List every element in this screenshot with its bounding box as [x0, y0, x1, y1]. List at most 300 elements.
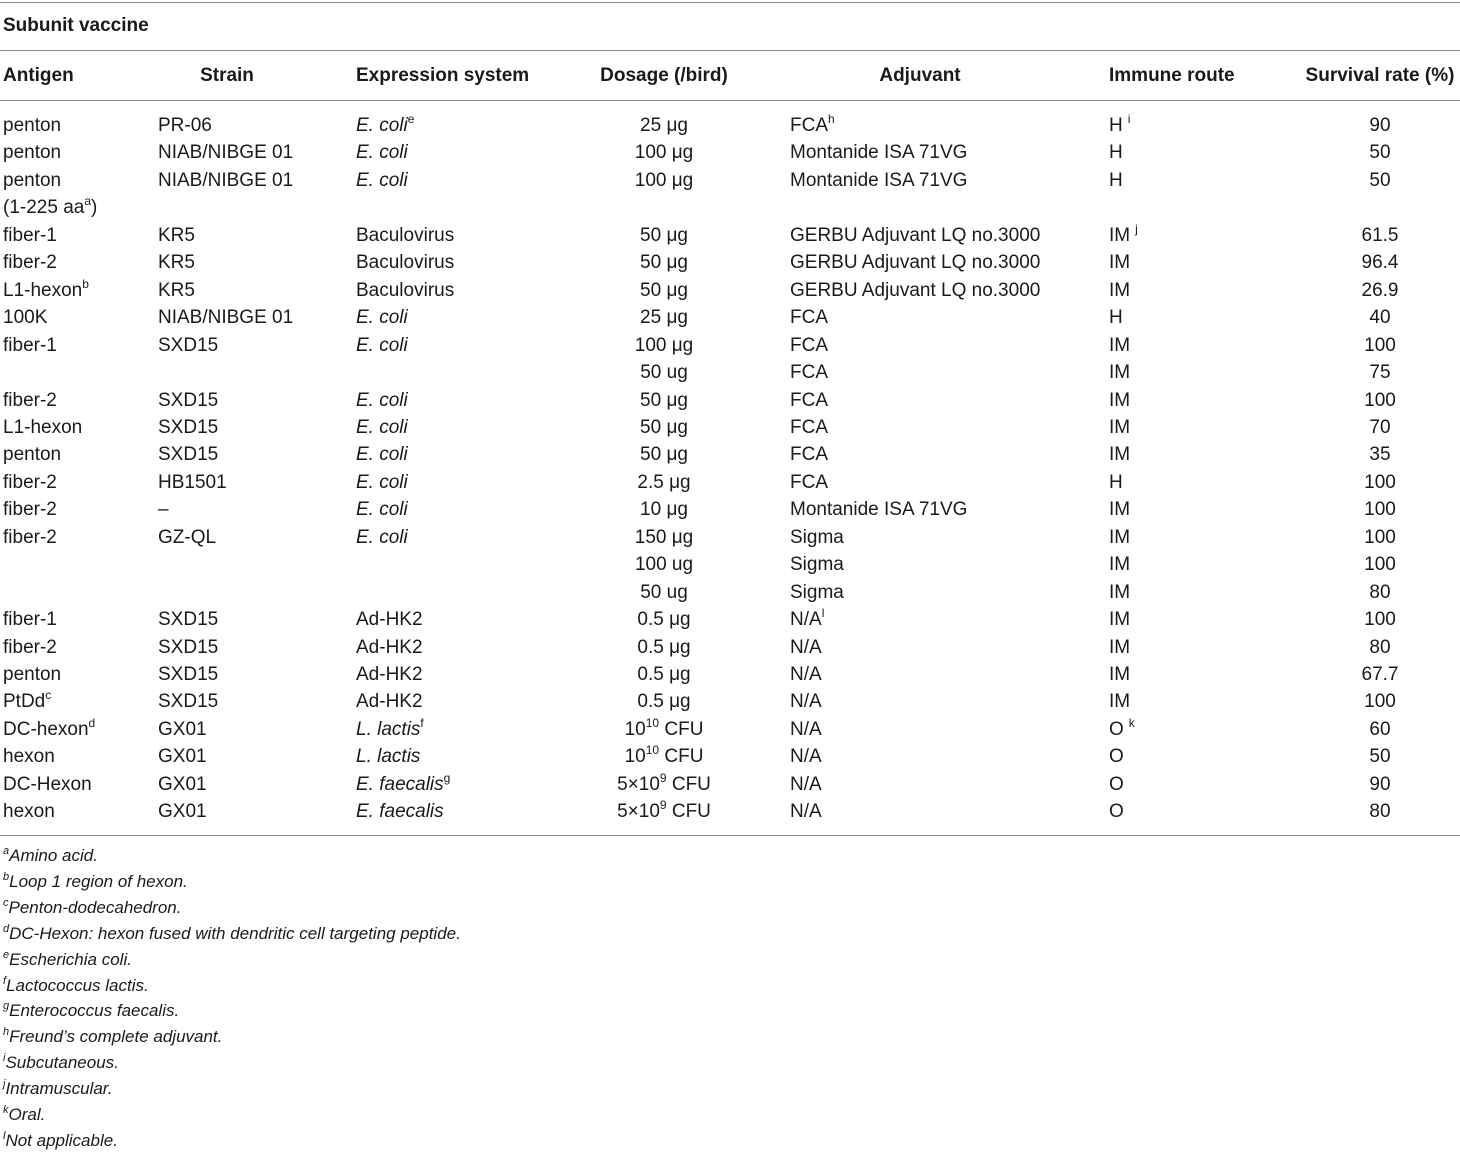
table-row: [0, 167, 1460, 194]
antigen-text: L1-hexon: [3, 279, 83, 301]
cell-expression: [356, 441, 408, 468]
cell-survival: 67.7: [1361, 664, 1399, 685]
dosage-base: 5×10: [617, 801, 660, 823]
adjuvant-text: N/A: [790, 773, 822, 795]
cell-antigen: [3, 332, 57, 359]
cell-dosage: [635, 551, 693, 578]
expression-text: Ad-HK2: [356, 691, 423, 713]
cell-survival: 100: [1364, 471, 1396, 493]
expression-text: Ad-HK2: [356, 609, 423, 631]
cell-expression: [356, 524, 408, 551]
cell-route: [1109, 661, 1130, 688]
cell-dosage: [617, 771, 711, 798]
cell-survival: 50: [1369, 142, 1391, 164]
cell-route: [1109, 167, 1123, 194]
dosage-text: 50 ug: [640, 581, 688, 603]
footnote-mark: i: [3, 1052, 6, 1065]
adjuvant-text: Montanide ISA 71VG: [790, 169, 968, 191]
antigen-text: fiber-1: [3, 224, 57, 246]
cell-antigen: [3, 524, 57, 551]
footnote-mark: h: [3, 1026, 10, 1039]
cell-dosage: [640, 441, 688, 468]
cell-strain: GX01: [158, 718, 207, 740]
footnote-mark: g: [3, 1000, 10, 1013]
expression-text: Ad-HK2: [356, 636, 423, 658]
cell-dosage: [625, 743, 704, 770]
table-row: [0, 249, 1460, 276]
table-row: [0, 304, 1460, 331]
expression-text: E. coli: [356, 389, 408, 411]
dosage-text: 0.5 μg: [637, 664, 691, 685]
cell-adjuvant: [790, 277, 1040, 304]
adjuvant-text: GERBU Adjuvant LQ no.3000: [790, 252, 1041, 274]
cell-expression: [356, 469, 408, 496]
cell-adjuvant: [790, 359, 828, 386]
footnote: [3, 1052, 119, 1074]
route-text: H: [1109, 142, 1123, 164]
footnote-mark: l: [821, 606, 825, 621]
cell-route: [1109, 277, 1130, 304]
cell-adjuvant: [790, 222, 1040, 249]
cell-antigen: [3, 743, 55, 770]
footnote: [3, 871, 188, 893]
header-antigen: Antigen: [3, 65, 74, 86]
cell-dosage: [617, 798, 711, 825]
dosage-exponent: 9: [659, 770, 667, 785]
cell-expression: [356, 112, 414, 139]
cell-expression: [356, 606, 423, 633]
cell-expression: [356, 332, 408, 359]
cell-strain: –: [158, 499, 169, 521]
cell-route: [1109, 798, 1124, 825]
cell-survival: 90: [1369, 115, 1391, 136]
header-strain: Strain: [200, 65, 254, 86]
footnote-text: Enterococcus faecalis.: [9, 1001, 180, 1021]
table-bottom-rule: [0, 835, 1460, 836]
cell-survival: 70: [1369, 416, 1391, 438]
cell-strain: GX01: [158, 746, 207, 768]
cell-survival: 80: [1369, 581, 1391, 603]
footnote-text: DC-Hexon: hexon fused with dendritic cell targeting peptide.: [9, 923, 461, 943]
expression-text: E. faecalis: [356, 801, 444, 823]
cell-strain: GX01: [158, 801, 207, 823]
adjuvant-text: N/A: [790, 664, 822, 685]
cell-expression: [356, 139, 408, 166]
route-text: O: [1109, 801, 1124, 823]
dosage-base: 10: [624, 718, 646, 740]
cell-route: [1109, 414, 1130, 441]
cell-dosage: [640, 387, 688, 414]
cell-dosage: [640, 222, 688, 249]
cell-survival: 90: [1369, 773, 1391, 795]
cell-dosage: [640, 249, 688, 276]
header-adjuvant: Adjuvant: [879, 65, 961, 86]
cell-route: [1109, 606, 1130, 633]
cell-dosage: [637, 606, 690, 633]
expression-text: E. coli: [356, 334, 408, 356]
footnote-mark: b: [3, 870, 10, 883]
route-text: O: [1109, 746, 1124, 768]
cell-strain: SXD15: [158, 691, 219, 713]
cell-expression: [356, 798, 444, 825]
table-row: [0, 743, 1460, 770]
cell-adjuvant: [790, 606, 824, 633]
route-text: IM: [1109, 609, 1131, 631]
cell-survival: 80: [1369, 801, 1391, 823]
footnote-text: Intramuscular.: [5, 1079, 113, 1099]
dosage-text: 25 μg: [640, 115, 688, 136]
adjuvant-text: FCA: [790, 307, 828, 329]
footnote: [3, 1000, 179, 1022]
expression-text: E. coli: [356, 142, 408, 164]
cell-dosage: [640, 496, 688, 523]
footnote: [3, 845, 98, 867]
cell-expression: [356, 249, 454, 276]
footnote-mark: e: [3, 948, 10, 961]
cell-adjuvant: [790, 798, 822, 825]
cell-adjuvant: [790, 688, 822, 715]
cell-strain: SXD15: [158, 444, 219, 466]
antigen-text: hexon: [3, 746, 55, 768]
cell-adjuvant: [790, 414, 828, 441]
adjuvant-text: FCA: [790, 389, 828, 411]
cell-expression: [356, 277, 454, 304]
cell-strain: SXD15: [158, 416, 219, 438]
cell-adjuvant: [790, 387, 828, 414]
adjuvant-text: N/A: [790, 801, 822, 823]
dosage-exponent: 10: [645, 715, 660, 730]
dosage-text: 50 μg: [640, 444, 688, 466]
footnote-mark: c: [45, 688, 52, 703]
table-row: [0, 332, 1460, 359]
dosage-text: 100 μg: [634, 142, 694, 164]
antigen-text: penton: [3, 444, 62, 466]
antigen-text: DC-Hexon: [3, 773, 92, 795]
cell-dosage: [640, 579, 688, 606]
expression-text: E. coli: [356, 307, 408, 329]
adjuvant-text: N/A: [790, 609, 822, 631]
cell-survival: 100: [1364, 526, 1396, 548]
table-row: [0, 798, 1460, 825]
expression-text: Baculovirus: [356, 279, 455, 301]
dosage-base: 5×10: [617, 773, 660, 795]
dosage-text: 50 μg: [640, 224, 688, 246]
dosage-text: 0.5 μg: [637, 691, 691, 713]
adjuvant-text: Montanide ISA 71VG: [790, 142, 968, 164]
antigen-text: hexon: [3, 801, 55, 823]
route-text: H: [1109, 471, 1123, 493]
footnote-text: Amino acid.: [9, 846, 98, 865]
table-row: [0, 771, 1460, 798]
footnote: [3, 949, 132, 971]
cell-survival: 50: [1369, 746, 1391, 768]
footnote-text: Loop 1 region of hexon.: [9, 871, 188, 891]
cell-strain: KR5: [158, 279, 195, 301]
footnote: [3, 1026, 222, 1048]
header-survival: Survival rate (%): [1305, 65, 1455, 86]
cell-antigen: [3, 606, 57, 633]
table-row: [0, 606, 1460, 633]
route-text: H: [1109, 307, 1123, 329]
dosage-exponent: 9: [659, 798, 667, 813]
cell-dosage: [640, 414, 688, 441]
dosage-text: 25 μg: [640, 307, 688, 329]
adjuvant-text: N/A: [790, 691, 822, 713]
adjuvant-text: FCA: [790, 416, 828, 438]
antigen-text: penton: [3, 115, 62, 136]
cell-dosage: [640, 277, 688, 304]
table-row: [0, 194, 1460, 221]
expression-text: E. faecalis: [356, 773, 444, 795]
dosage-text: 0.5 μg: [637, 636, 691, 658]
expression-text: E. coli: [356, 416, 408, 438]
expression-text: Baculovirus: [356, 252, 455, 274]
cell-adjuvant: [790, 139, 967, 166]
cell-antigen: [3, 304, 47, 331]
header-rule: [0, 100, 1460, 101]
cell-adjuvant: [790, 496, 967, 523]
table-row: [0, 524, 1460, 551]
table-row: [0, 277, 1460, 304]
footnote-mark: d: [88, 715, 96, 730]
antigen-text: fiber-2: [3, 389, 57, 411]
route-text: H: [1109, 115, 1123, 136]
cell-antigen: [3, 634, 57, 661]
dosage-text: CFU: [659, 746, 704, 768]
antigen-text: fiber-2: [3, 499, 57, 521]
cell-expression: [356, 634, 423, 661]
footnote-text: Freund’s complete adjuvant.: [9, 1027, 223, 1047]
expression-text: L. lactis: [356, 746, 421, 768]
antigen-text: fiber-2: [3, 252, 57, 274]
cell-strain: NIAB/NIBGE 01: [158, 307, 294, 329]
cell-expression: [356, 387, 408, 414]
table-row: [0, 634, 1460, 661]
dosage-exponent: 10: [645, 743, 660, 758]
dosage-base: 10: [624, 746, 646, 768]
dosage-text: 0.5 μg: [637, 609, 691, 631]
adjuvant-text: FCA: [790, 115, 828, 136]
cell-route: [1109, 551, 1130, 578]
route-text: IM: [1109, 334, 1131, 356]
cell-adjuvant: [790, 112, 835, 139]
cell-survival: 61.5: [1361, 224, 1399, 246]
header-dosage: Dosage (/bird): [600, 65, 728, 86]
cell-survival: 100: [1364, 389, 1396, 411]
cell-route: [1109, 441, 1130, 468]
adjuvant-text: N/A: [790, 746, 822, 768]
table-row: [0, 112, 1460, 139]
antigen-suffix: ): [91, 197, 98, 219]
table-row: [0, 359, 1460, 386]
cell-survival: 96.4: [1361, 252, 1399, 274]
table-row: [0, 716, 1460, 743]
dosage-text: 100 μg: [634, 169, 694, 191]
table-row: [0, 661, 1460, 688]
cell-adjuvant: [790, 579, 844, 606]
table-row: [0, 551, 1460, 578]
cell-adjuvant: [790, 304, 828, 331]
footnote-mark: e: [407, 112, 415, 126]
table-top-rule: [0, 2, 1460, 3]
route-text: IM: [1109, 636, 1131, 658]
antigen-text: DC-hexon: [3, 718, 89, 740]
cell-adjuvant: [790, 249, 1040, 276]
dosage-text: 2.5 μg: [637, 471, 691, 493]
cell-route: [1109, 222, 1138, 249]
cell-adjuvant: [790, 551, 844, 578]
cell-route: [1109, 771, 1124, 798]
expression-text: E. coli: [356, 526, 408, 548]
route-text: IM: [1109, 664, 1131, 685]
dosage-text: CFU: [659, 718, 704, 740]
cell-antigen: [3, 688, 51, 715]
cell-route: [1109, 634, 1130, 661]
dosage-text: 100 ug: [634, 554, 694, 576]
table-row: [0, 469, 1460, 496]
dosage-text: 50 μg: [640, 252, 688, 274]
footnote-mark: f: [3, 974, 7, 987]
cell-survival: 60: [1369, 718, 1391, 740]
cell-strain: SXD15: [158, 636, 219, 658]
cell-dosage: [635, 139, 694, 166]
adjuvant-text: N/A: [790, 718, 822, 740]
dosage-text: 50 ug: [640, 362, 688, 384]
cell-route: [1109, 359, 1130, 386]
expression-text: L. lactis: [356, 718, 421, 740]
route-text: IM: [1109, 581, 1131, 603]
cell-expression: [356, 304, 408, 331]
cell-strain: GZ-QL: [158, 526, 217, 548]
cell-expression: [356, 688, 423, 715]
cell-route: [1109, 387, 1130, 414]
route-text: IM: [1109, 444, 1131, 466]
table-row: [0, 222, 1460, 249]
cell-antigen: [3, 469, 57, 496]
cell-dosage: [635, 167, 694, 194]
route-text: IM: [1109, 691, 1131, 713]
cell-strain: NIAB/NIBGE 01: [158, 169, 294, 191]
antigen-text: penton: [3, 664, 62, 685]
cell-route: [1109, 112, 1130, 139]
expression-text: E. coli: [356, 169, 408, 191]
cell-antigen: [3, 716, 95, 743]
expression-text: E. coli: [356, 471, 408, 493]
footnote: [3, 1104, 45, 1126]
route-text: O: [1109, 718, 1124, 740]
cell-survival: 80: [1369, 636, 1391, 658]
cell-adjuvant: [790, 167, 967, 194]
footnote-mark: g: [443, 770, 451, 785]
cell-survival: 35: [1369, 444, 1391, 466]
cell-strain: SXD15: [158, 334, 219, 356]
table-row: [0, 496, 1460, 523]
header-expression: Expression system: [356, 65, 530, 86]
cell-adjuvant: [790, 661, 822, 688]
dosage-text: 50 μg: [640, 416, 688, 438]
adjuvant-text: Montanide ISA 71VG: [790, 499, 968, 521]
cell-strain: KR5: [158, 224, 195, 246]
dosage-text: CFU: [666, 801, 711, 823]
cell-antigen: [3, 139, 61, 166]
cell-survival: 40: [1369, 307, 1391, 329]
cell-antigen: [3, 771, 92, 798]
antigen-text: penton: [3, 142, 62, 164]
antigen-text: fiber-2: [3, 636, 57, 658]
footnote: [3, 897, 181, 919]
dosage-text: CFU: [666, 773, 711, 795]
cell-dosage: [637, 661, 690, 688]
route-text: IM: [1109, 389, 1131, 411]
footnote: [3, 1078, 113, 1100]
cell-adjuvant: [790, 441, 828, 468]
footnote: [3, 923, 461, 945]
cell-adjuvant: [790, 332, 828, 359]
antigen-text: fiber-2: [3, 526, 57, 548]
cell-survival: 100: [1364, 334, 1396, 356]
cell-adjuvant: [790, 524, 844, 551]
adjuvant-text: FCA: [790, 334, 828, 356]
cell-strain: SXD15: [158, 664, 219, 685]
footnote-mark: f: [420, 715, 424, 730]
adjuvant-text: Sigma: [790, 554, 844, 576]
antigen-text: L1-hexon: [3, 416, 83, 438]
cell-adjuvant: [790, 716, 822, 743]
cell-antigen: [3, 222, 57, 249]
route-text: IM: [1109, 526, 1131, 548]
expression-text: E. coli: [356, 444, 408, 466]
adjuvant-text: Sigma: [790, 526, 844, 548]
antigen-text: penton: [3, 169, 62, 191]
cell-expression: [356, 716, 424, 743]
footnote-mark: c: [3, 896, 9, 909]
cell-route: [1109, 579, 1130, 606]
cell-antigen: [3, 387, 57, 414]
route-text: O: [1109, 773, 1124, 795]
footnote-text: Subcutaneous.: [5, 1053, 119, 1073]
table-row: [0, 387, 1460, 414]
cell-strain: SXD15: [158, 609, 219, 631]
cell-route: [1109, 249, 1130, 276]
cell-antigen: [3, 112, 61, 139]
cell-dosage: [637, 634, 690, 661]
table-row: [0, 688, 1460, 715]
cell-antigen: [3, 414, 82, 441]
table-row: [0, 579, 1460, 606]
cell-dosage: [640, 112, 688, 139]
cell-route: [1109, 332, 1130, 359]
expression-text: E. coli: [356, 499, 408, 521]
cell-strain: PR-06: [158, 115, 212, 136]
cell-antigen: [3, 441, 61, 468]
cell-dosage: [640, 359, 688, 386]
cell-strain: GX01: [158, 773, 207, 795]
footnote-text: Escherichia coli.: [9, 949, 132, 969]
footnote-text: Penton-dodecahedron.: [8, 897, 182, 917]
footnote-mark: d: [3, 922, 10, 935]
cell-route: [1109, 743, 1124, 770]
cell-antigen: [3, 798, 55, 825]
cell-route: [1109, 524, 1130, 551]
expression-text: E. coli: [356, 115, 408, 136]
dosage-text: 100 μg: [634, 334, 694, 356]
cell-survival: 100: [1364, 499, 1396, 521]
cell-antigen: [3, 249, 57, 276]
footnote: [3, 975, 149, 997]
cell-expression: [356, 222, 454, 249]
cell-expression: [356, 496, 408, 523]
cell-dosage: [635, 332, 694, 359]
